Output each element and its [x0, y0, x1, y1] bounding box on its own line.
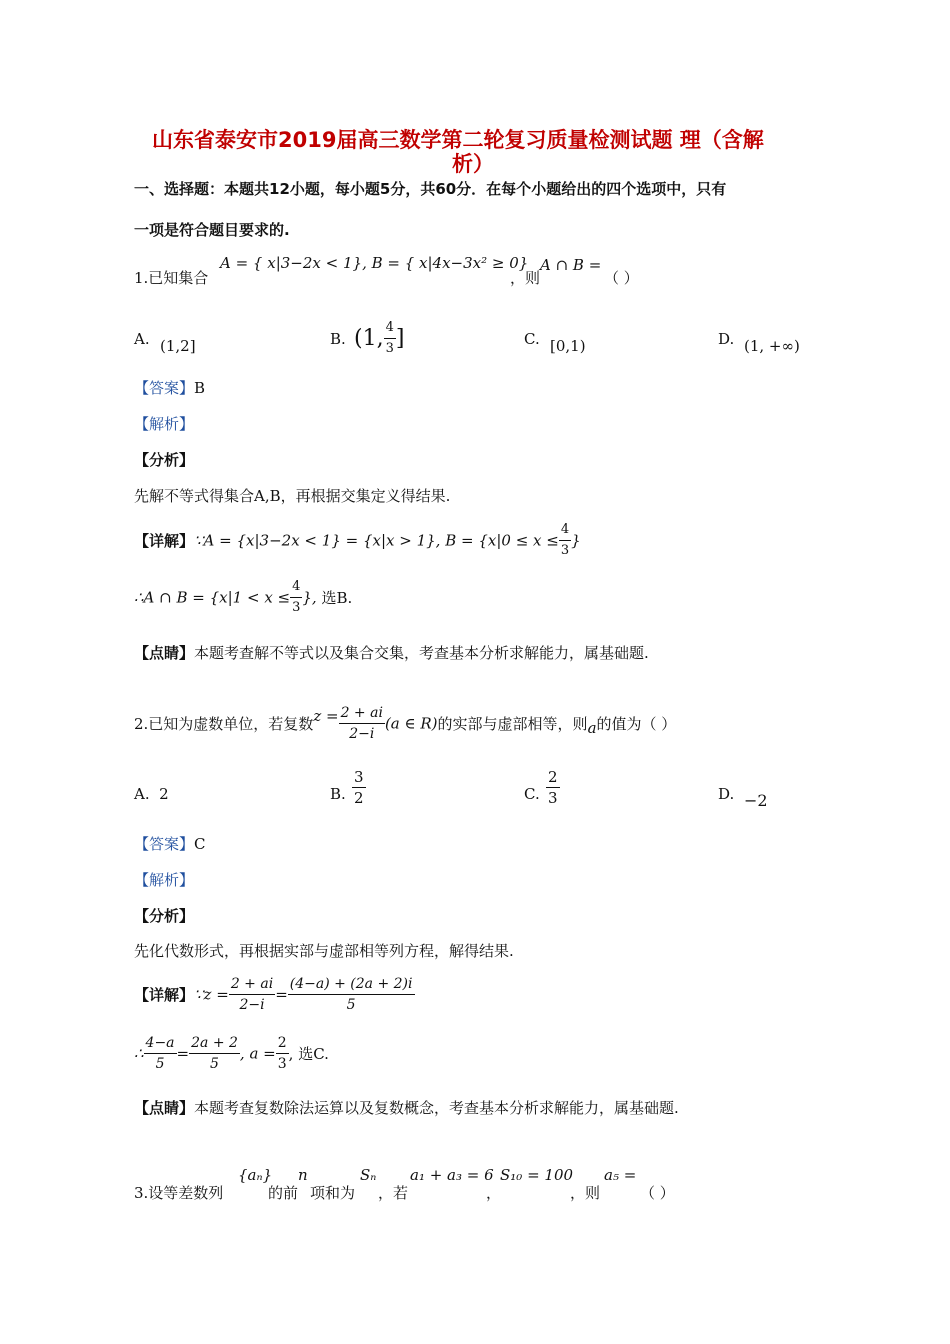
q2-stem-prefix: 2.已知为虚数单位，若复数	[134, 715, 314, 733]
q1-option-a-label: A.	[134, 330, 150, 348]
q2-th-f2-den: 5	[210, 1056, 219, 1072]
q2-option-b	[352, 767, 366, 808]
q1-fenxi-text: 先解不等式得集合A,B，再根据交集定义得结果.	[134, 487, 451, 505]
q2-therefore-pre: ∴	[134, 1044, 144, 1063]
q2-therefore-line	[134, 1033, 329, 1074]
q3-n: n	[298, 1166, 308, 1184]
q2-detail-eq: =	[275, 985, 288, 1004]
q1-option-b-fraction	[384, 318, 396, 359]
q3-cond1: a₁ + a₃ = 6	[410, 1166, 494, 1184]
q2-option-a-label: A.	[134, 785, 150, 803]
q1-option-b-open: (1,	[354, 326, 384, 351]
q1-detail-num: 4	[559, 520, 571, 541]
q1-detail-expr: ∵A = {x|3−2x < 1} = {x|x > 1}, B = {x|0 ≤ x ≤	[194, 531, 559, 550]
q1-option-d-label: D.	[718, 330, 735, 348]
q2-analysis-tag: 【解析】	[134, 871, 195, 889]
q1-detail-tag: 【详解】	[134, 532, 195, 550]
q1-answer	[134, 377, 205, 398]
q2-option-b-num: 3	[354, 768, 364, 786]
q3-comma2: ，则	[570, 1184, 601, 1202]
q2-z-fraction	[339, 703, 385, 744]
q2-var-a: a	[587, 718, 597, 737]
q2-option-b-fraction	[352, 767, 366, 808]
q2-therefore-fraction-3	[276, 1033, 289, 1074]
q2-z-tail: (a ∈ R)	[384, 714, 438, 733]
q3-paren: （ ）	[640, 1184, 675, 1202]
q1-option-b	[354, 318, 404, 359]
q2-answer	[134, 833, 206, 854]
q2-option-a	[134, 785, 169, 803]
q1-therefore-fraction	[290, 577, 302, 618]
q2-therefore-fraction-2	[189, 1033, 240, 1074]
q3-text2: 项和为	[310, 1184, 356, 1202]
q2-option-c-den: 3	[548, 789, 558, 807]
q1-stem-mid: ，则	[510, 269, 541, 287]
q1-analysis-tag: 【解析】	[134, 415, 195, 433]
q2-stem-mid: 的实部与虚部相等，则	[437, 715, 588, 733]
q2-option-c-fraction	[546, 767, 560, 808]
q2-detail-tag: 【详解】	[134, 986, 195, 1004]
q3-sn: Sₙ	[360, 1166, 377, 1184]
q1-detail-line	[134, 520, 581, 561]
q1-comment-tag: 【点睛】	[134, 644, 195, 662]
section-header-line1: 一、选择题：本题共12小题，每小题5分，共60分．在每个小题给出的四个选项中，只有	[134, 180, 727, 198]
q1-option-b-den: 3	[385, 341, 394, 356]
q2-th-f3-num: 2	[276, 1033, 289, 1054]
q2-th-f3-den: 3	[277, 1056, 287, 1072]
q2-detail-line	[134, 974, 415, 1015]
doc-title-line2: 析）	[452, 152, 494, 176]
q2-comment	[134, 1097, 679, 1118]
q2-detail-f1-den: 2−i	[239, 997, 265, 1013]
q1-answer-tag: 【答案】	[134, 379, 195, 397]
q2-th-f1-den: 5	[155, 1056, 165, 1072]
q2-answer-tag: 【答案】	[134, 835, 195, 853]
q1-comment-text: 本题考查解不等式以及集合交集，考查基本分析求解能力，属基础题.	[194, 644, 649, 662]
q1-sets: A = { x|3−2x < 1}, B = { x|4x−3x² ≥ 0}	[220, 254, 529, 272]
q3-cond2: S₁₀ = 100	[500, 1166, 574, 1184]
q2-option-c-label: C.	[524, 785, 540, 803]
q3-text3: ，若	[378, 1184, 409, 1202]
q2-answer-value: C	[194, 835, 206, 853]
q2-detail-fraction-2	[288, 974, 415, 1015]
q1-option-c-label: C.	[524, 330, 540, 348]
q1-therefore-tail: 选B.	[316, 589, 353, 607]
q1-option-d: (1, +∞)	[744, 337, 800, 355]
q1-detail-den: 3	[560, 543, 570, 558]
q3-a5: a₅ =	[604, 1166, 637, 1184]
q1-option-b-close: ]	[395, 326, 405, 351]
q1-therefore-close: },	[302, 588, 317, 607]
q1-option-a: (1,2]	[160, 337, 196, 355]
q2-z-den: 2−i	[349, 726, 375, 742]
q2-detail-fraction-1	[229, 974, 275, 1015]
q3-comma1: ，	[486, 1184, 502, 1202]
doc-title-line1: 山东省泰安市2019届高三数学第二轮复习质量检测试题 理（含解	[152, 128, 764, 152]
q2-detail-f2-num: (4−a) + (2a + 2)i	[288, 974, 415, 995]
q1-detail-close: }	[571, 531, 581, 550]
q1-therefore-line	[134, 577, 352, 618]
q1-therefore-num: 4	[290, 577, 302, 598]
q1-therefore-den: 3	[292, 600, 301, 615]
q3-seq: {aₙ}	[238, 1166, 273, 1184]
q2-detail-f1-num: 2 + ai	[229, 974, 275, 995]
q2-option-b-label: B.	[330, 785, 346, 803]
q2-option-c	[546, 767, 560, 808]
q2-th-f1-num: 4−a	[144, 1033, 177, 1054]
q2-comment-text: 本题考查复数除法运算以及复数概念，考查基本分析求解能力，属基础题.	[194, 1099, 679, 1117]
q2-z-num: 2 + ai	[339, 703, 385, 724]
q1-expr: A ∩ B =	[540, 256, 602, 274]
q2-option-d-label: D.	[718, 785, 735, 803]
q1-fenxi-tag: 【分析】	[134, 451, 195, 469]
q3-stem-prefix: 3.设等差数列	[134, 1184, 224, 1202]
q2-option-c-num: 2	[548, 768, 558, 786]
section-header-line2: 一项是符合题目要求的.	[134, 221, 290, 239]
q2-stem-end: 的值为（ ）	[596, 715, 677, 733]
q2-therefore-eq: =	[176, 1044, 190, 1063]
q2-th-f2-num: 2a + 2	[189, 1033, 240, 1054]
q1-option-c: [0,1)	[550, 337, 586, 355]
q2-fenxi-tag: 【分析】	[134, 907, 195, 925]
q1-stem-prefix: 1.已知集合	[134, 269, 209, 287]
q2-fenxi-text: 先化代数形式，再根据实部与虚部相等列方程，解得结果.	[134, 942, 514, 960]
q2-option-b-den: 2	[354, 789, 364, 807]
q2-therefore-mid: , a =	[239, 1044, 276, 1063]
q2-comment-tag: 【点睛】	[134, 1099, 195, 1117]
q2-stem-line	[134, 703, 676, 744]
q2-detail-pre: ∵z =	[194, 985, 229, 1004]
q3-text1: 的前	[268, 1184, 299, 1202]
q1-paren: （ ）	[604, 269, 639, 287]
q1-answer-value: B	[194, 379, 206, 397]
q2-option-a-value: 2	[159, 785, 169, 803]
q2-z-eq: z =	[313, 706, 339, 725]
q2-therefore-tail: , 选C.	[288, 1045, 329, 1063]
q1-option-b-num: 4	[384, 318, 396, 339]
q1-detail-fraction	[559, 520, 571, 561]
q2-option-d: −2	[744, 791, 768, 810]
q2-therefore-fraction-1	[144, 1033, 177, 1074]
q1-therefore-expr: ∴A ∩ B = {x|1 < x ≤	[134, 588, 291, 607]
q1-option-b-label: B.	[330, 330, 346, 348]
q1-comment	[134, 642, 649, 663]
q2-detail-f2-den: 5	[346, 997, 356, 1013]
